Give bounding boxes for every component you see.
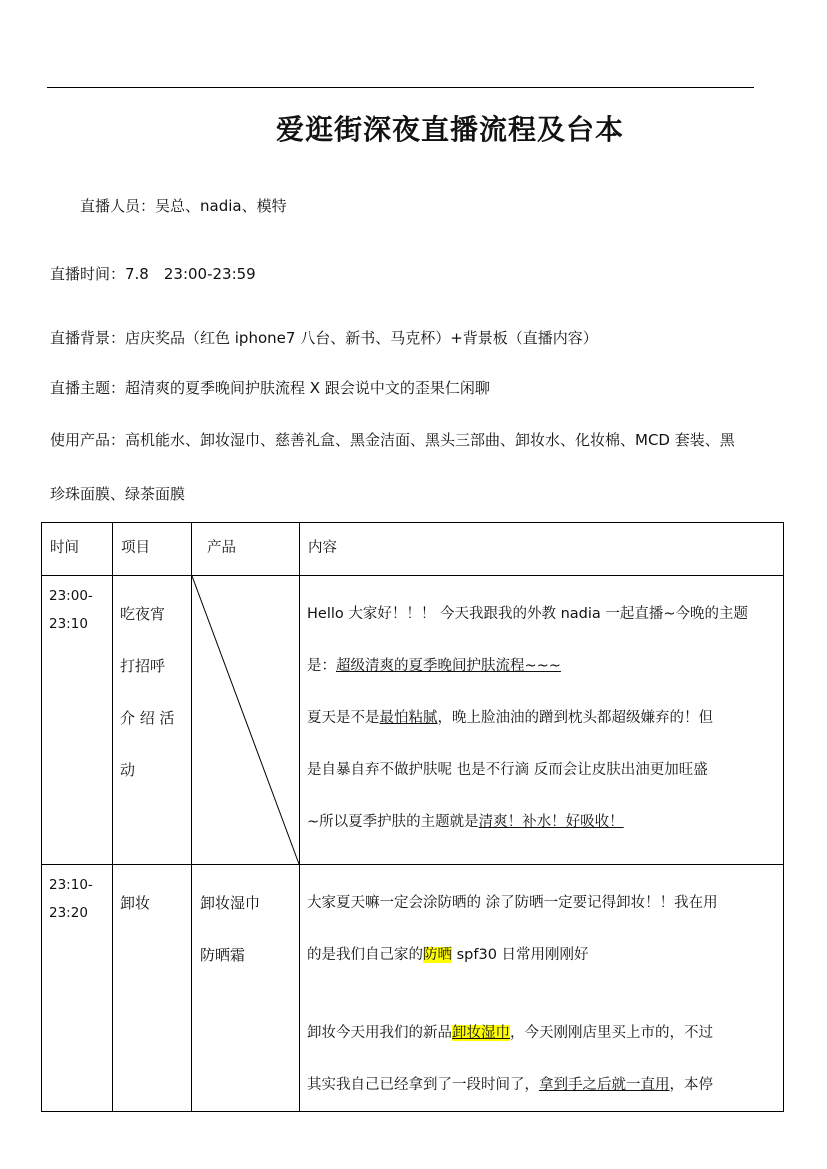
header-item: 项目	[121, 540, 150, 556]
script-table	[41, 522, 784, 1112]
host-persons-line: 直播人员：吴总、nadia、模特	[80, 197, 287, 215]
broadcast-theme-line: 直播主题：超清爽的夏季晚间护肤流程 X 跟会说中文的歪果仁闲聊	[50, 379, 490, 397]
table-header-row	[42, 523, 784, 576]
highlighted-text: 卸妆湿巾	[452, 1025, 510, 1041]
time-cell: 23:10- 23:20	[49, 877, 93, 921]
header-time: 时间	[50, 540, 79, 556]
products-line-2: 珍珠面膜、绿茶面膜	[50, 485, 186, 503]
item-cell: 卸妆	[120, 894, 151, 912]
table-row	[42, 576, 784, 865]
header-product: 产品	[207, 540, 236, 556]
content-cell: 大家夏天嘛一定会涂防晒的 涂了防晒一定要记得卸妆！！我在用 的是我们自己家的防晒 spf30 日常用刚刚好 卸妆今天用我们的新品卸妆湿巾，今天刚刚店里买上市的，不过 其实我自己已经拿到了一段时间了，拿到手之后就一直用，本停	[300, 865, 783, 1111]
time-cell: 23:00- 23:10	[49, 588, 93, 632]
table-row	[42, 865, 784, 1112]
header-rule	[47, 87, 754, 88]
blank-line	[307, 981, 775, 1007]
products-line-1: 使用产品：高机能水、卸妆湿巾、慈善礼盒、黑金洁面、黑头三部曲、卸妆水、化妆棉、MCD 套装、黑	[50, 431, 735, 449]
empty-product-cell	[192, 576, 300, 865]
broadcast-background-line: 直播背景：店庆奖品（红色 iphone7 八台、新书、马克杯）+背景板（直播内容）	[50, 329, 598, 347]
content-cell: Hello 大家好！！！ 今天我跟我的外教 nadia 一起直播~今晚的主题 是：超级清爽的夏季晚间护肤流程~~~ 夏天是不是最怕粘腻，晚上脸油油的蹭到枕头都超级嫌弃的！但 是自暴自弃不做护肤呢 也是不行滴 反而会让皮肤出油更加旺盛 ~所以夏季护肤的主题就是清爽！补水！好吸收！	[307, 606, 749, 830]
document-title: 爱逛街深夜直播流程及台本	[275, 113, 624, 146]
broadcast-time-line: 直播时间：7.8 23:00-23:59	[50, 265, 256, 283]
product-cell: 卸妆湿巾 防晒霜	[200, 894, 261, 964]
highlighted-text: 防晒	[423, 947, 452, 963]
item-cell: 吃夜宵 打招呼 介 绍 活 动	[120, 605, 175, 779]
header-content: 内容	[308, 540, 337, 556]
diagonal-slash-line	[192, 576, 299, 864]
